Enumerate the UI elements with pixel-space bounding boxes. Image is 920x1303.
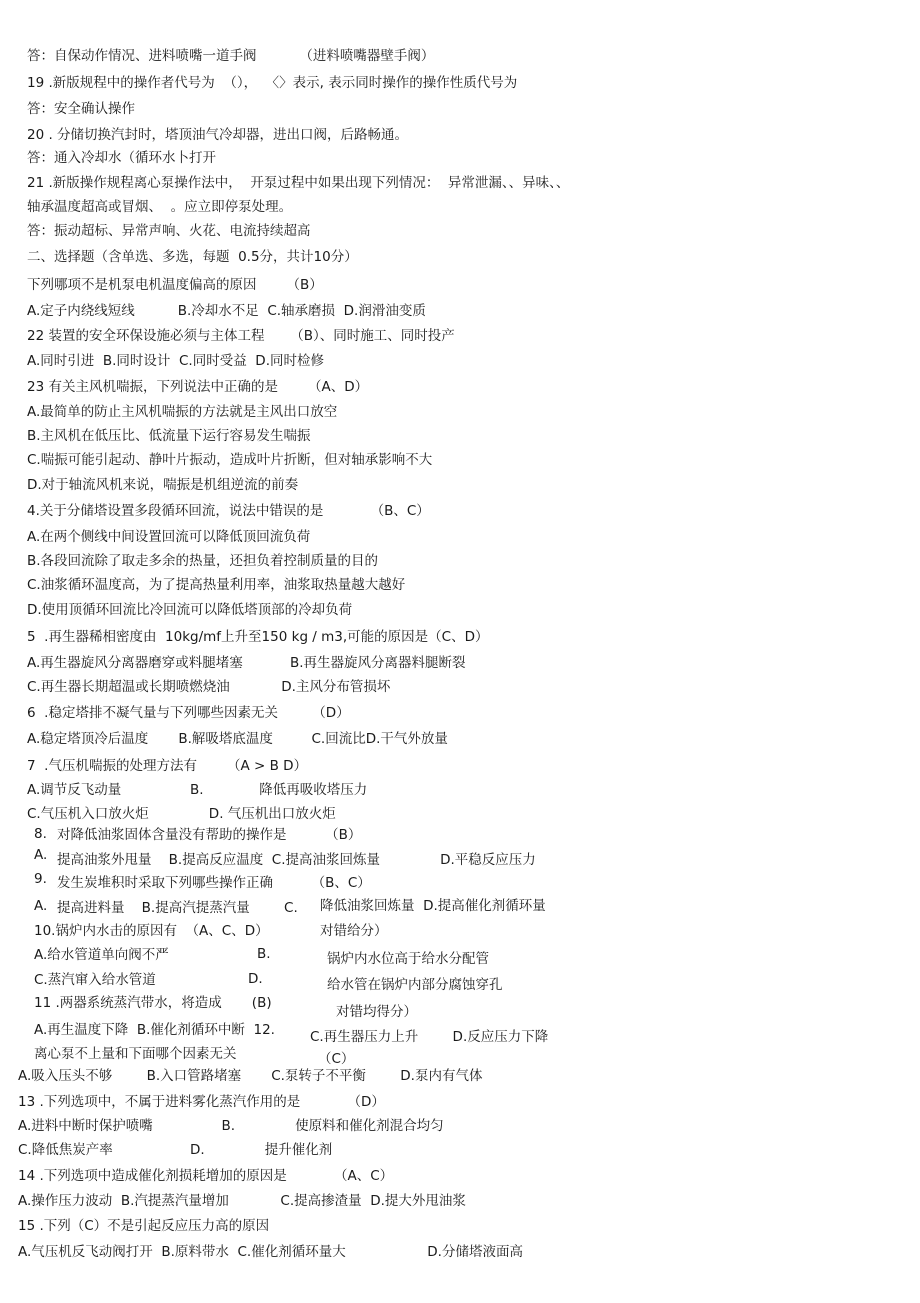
- option-line: 锅炉内水位高于给水分配管: [327, 951, 489, 967]
- option-line: A.稳定塔顶冷后温度 B.解吸塔底温度 C.回流比D.干气外放量: [27, 731, 448, 747]
- option-line: A.吸入压头不够 B.入口管路堵塞 C.泵转子不平衡 D.泵内有气体: [18, 1068, 483, 1084]
- section-heading: 二、选择题（含单选、多选，每题 0.5分，共计10分）: [27, 249, 358, 265]
- option-line: D.使用顶循环回流比冷回流可以降低塔顶部的冷却负荷: [27, 602, 353, 618]
- question-line: 21 .新版操作规程离心泵操作法中， 开泵过程中如果出现下列情况： 异常泄漏、、异味、、: [27, 175, 570, 191]
- option-line: A.调节反飞动量 B. 降低再吸收塔压力: [27, 782, 368, 798]
- question-line: 11 .两器系统蒸汽带水，将造成 (B): [34, 995, 272, 1011]
- option-line: D.对于轴流风机来说，喘振是机组逆流的前奏: [27, 477, 299, 493]
- option-line: A.给水管道单向阀不严: [34, 947, 169, 963]
- question-line: 10.锅炉内水击的原因有 （A、C、D）: [34, 923, 269, 939]
- option-line: C.降低焦炭产率 D. 提升催化剂: [18, 1142, 333, 1158]
- answer-line: 答：振动超标、异常声响、火花、电流持续超高: [27, 223, 311, 239]
- option-marker: B.: [257, 946, 271, 962]
- grading-note: 对错给分）: [320, 923, 388, 939]
- question-line: 6 .稳定塔排不凝气量与下列哪些因素无关 （D）: [27, 705, 350, 721]
- option-line: A.气压机反飞动阀打开 B.原料带水 C.催化剂循环量大 D.分储塔液面高: [18, 1244, 523, 1260]
- option-line: 给水管在锅炉内部分腐蚀穿孔: [327, 977, 503, 993]
- option-line: A.操作压力波动 B.汽提蒸汽量增加 C.提高掺渣量 D.提大外甩油浆: [18, 1193, 466, 1209]
- option-line: A.进料中断时保护喷嘴 B. 使原料和催化剂混合均匀: [18, 1118, 444, 1134]
- question-line: 15 .下列（C）不是引起反应压力高的原因: [18, 1218, 270, 1234]
- answer-line: 答：自保动作情况、进料喷嘴一道手阀 （进料喷嘴器壁手阀）: [27, 48, 435, 64]
- option-line: C.蒸汽窜入给水管道: [34, 972, 156, 988]
- question-line: 7 .气压机喘振的处理方法有 （A > B D）: [27, 758, 308, 774]
- question-line: 下列哪项不是机泵电机温度偏高的原因 （B）: [27, 277, 323, 293]
- question-line: 对降低油浆固体含量没有帮助的操作是 （B）: [57, 827, 362, 843]
- option-line: A.最简单的防止主风机喘振的方法就是主风出口放空: [27, 404, 338, 420]
- option-marker: A.: [34, 847, 48, 863]
- option-line: C.再生器长期超温或长期喷燃烧油 D.主风分布管损坏: [27, 679, 391, 695]
- grading-note: 对错均得分）: [336, 1004, 417, 1020]
- question-line: 20 . 分储切换汽封时，塔顶油气冷却器，进出口阀，后路畅通。: [27, 127, 409, 143]
- question-line: 14 .下列选项中造成催化剂损耗增加的原因是 （A、C）: [18, 1168, 394, 1184]
- option-line: A.再生温度下降 B.催化剂循环中断 12.: [34, 1022, 275, 1038]
- question-line: 轴承温度超高或冒烟、 。应立即停泵处理。: [27, 199, 293, 215]
- answer-line: 答：通入冷却水（循环水卜打开: [27, 150, 216, 166]
- question-line: 发生炭堆积时采取下列哪些操作正确 （B、C）: [57, 875, 371, 891]
- question-number: 9.: [34, 871, 47, 887]
- question-line: 22 装置的安全环保设施必须与主体工程 （B）、同时施工、同时投产: [27, 328, 455, 344]
- option-line: 提高进料量 B.提高汽提蒸汽量 C.: [57, 900, 298, 916]
- option-line: C.气压机入口放火炬 D. 气压机出口放火炬: [27, 806, 336, 822]
- option-line: 提高油浆外甩量 B.提高反应温度 C.提高油浆回炼量 D.平稳反应压力: [57, 852, 536, 868]
- question-line: 23 有关主风机喘振，下列说法中正确的是 （A、D）: [27, 379, 369, 395]
- option-line: A.在两个侧线中间设置回流可以降低顶回流负荷: [27, 529, 311, 545]
- question-number: 8.: [34, 826, 47, 842]
- question-line: 离心泵不上量和下面哪个因素无关: [34, 1046, 237, 1062]
- option-line: B.主风机在低压比、低流量下运行容易发生喘振: [27, 428, 311, 444]
- option-marker: A.: [34, 898, 48, 914]
- option-line: A.再生器旋风分离器磨穿或料腿堵塞 B.再生器旋风分离器料腿断裂: [27, 655, 466, 671]
- question-line: 4.关于分储塔设置多段循环回流，说法中错误的是 （B、C）: [27, 503, 430, 519]
- answer-fragment: （C）: [318, 1051, 355, 1067]
- option-marker: D.: [248, 971, 263, 987]
- question-line: 19 .新版规程中的操作者代号为 （）， 〈〉表示, 表示同时操作的操作性质代号为: [27, 75, 518, 91]
- option-line: C.油浆循环温度高，为了提高热量利用率，油浆取热量越大越好: [27, 577, 406, 593]
- question-line: 13 .下列选项中，不属于进料雾化蒸汽作用的是 （D）: [18, 1094, 385, 1110]
- question-line: 5 .再生器稀相密度由 10kg/mf上升至150 kg / m3,可能的原因是（C、D）: [27, 629, 489, 645]
- option-line: C.再生器压力上升 D.反应压力下降: [310, 1029, 549, 1045]
- option-line: A.同时引进 B.同时设计 C.同时受益 D.同时检修: [27, 353, 324, 369]
- option-line: B.各段回流除了取走多余的热量，还担负着控制质量的目的: [27, 553, 379, 569]
- option-line: 降低油浆回炼量 D.提高催化剂循环量: [320, 898, 546, 914]
- option-line: C.喘振可能引起动、静叶片振动，造成叶片折断，但对轴承影响不大: [27, 452, 433, 468]
- option-line: A.定子内绕线短线 B.冷却水不足 C.轴承磨损 D.润滑油变质: [27, 303, 426, 319]
- answer-line: 答：安全确认操作: [27, 101, 135, 117]
